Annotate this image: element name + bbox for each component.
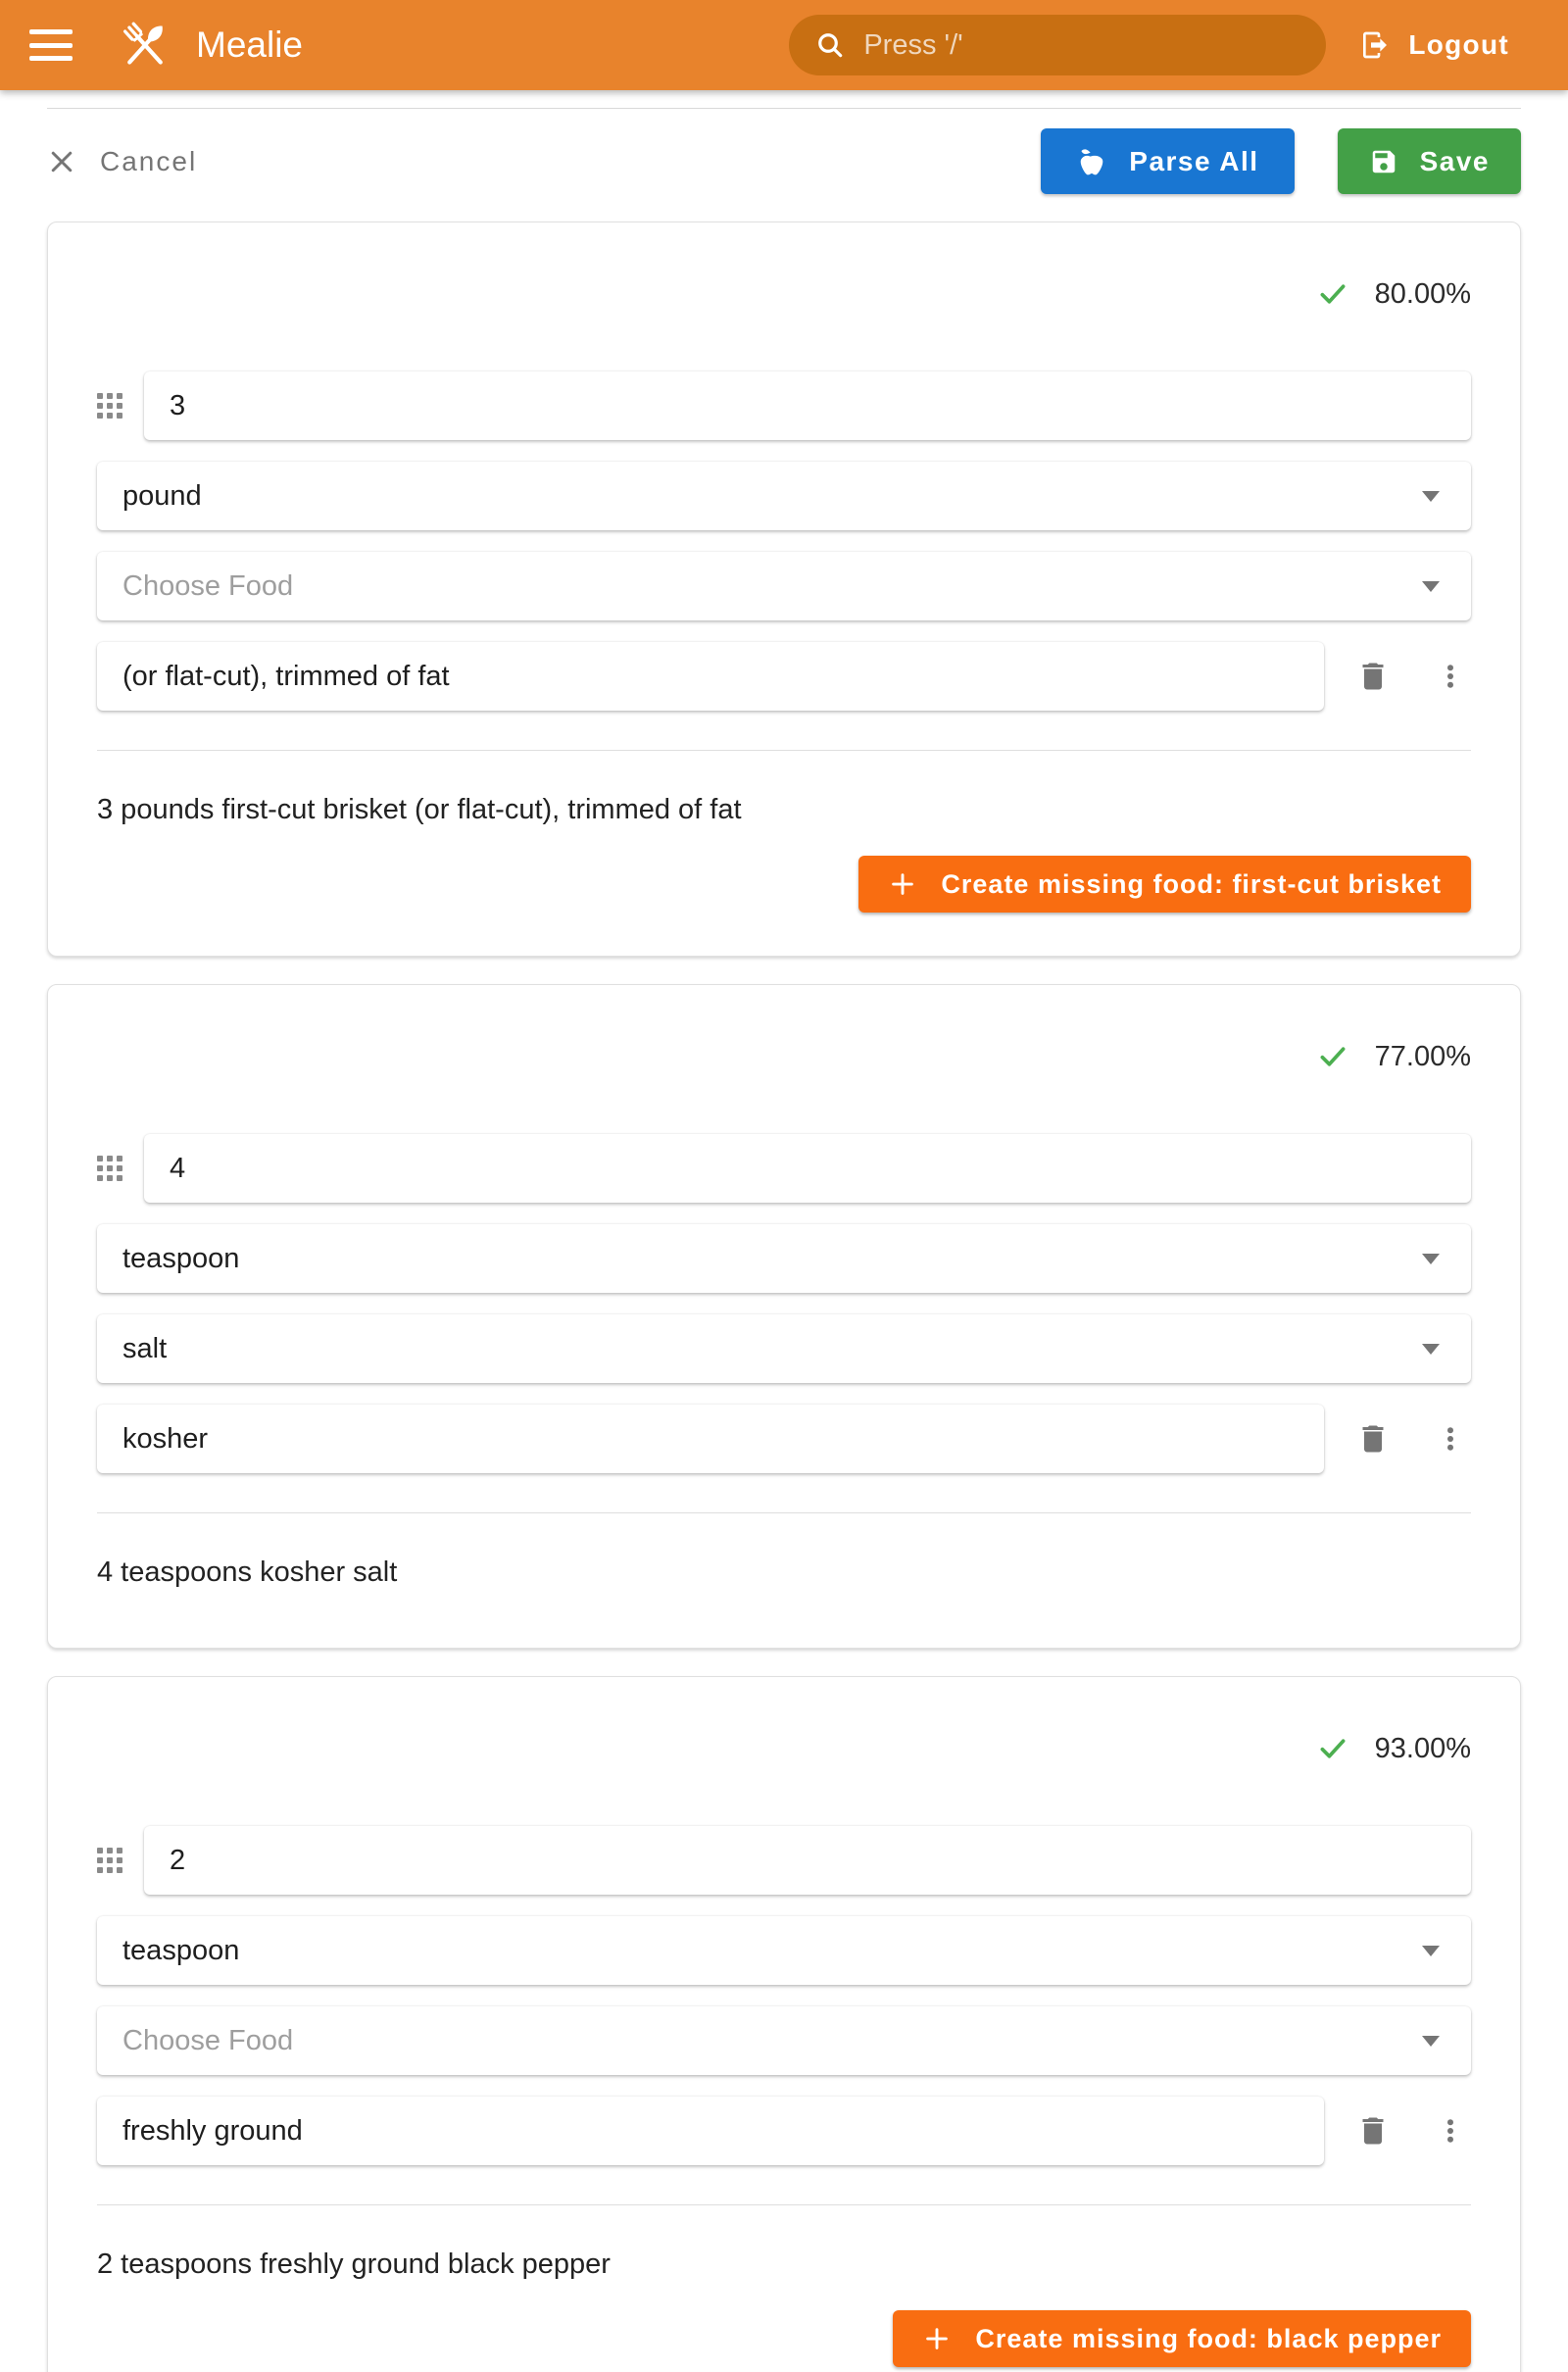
ingredient-list — [0, 222, 1568, 2372]
confidence-value: 80.00% — [1374, 277, 1471, 310]
dots-vertical-icon — [1436, 660, 1465, 693]
note-field[interactable] — [97, 642, 1324, 711]
note-field[interactable] — [97, 1405, 1324, 1473]
note-field[interactable] — [97, 2097, 1324, 2165]
create-missing-food-label: Create missing food: black pepper — [975, 2323, 1442, 2353]
save-icon — [1369, 147, 1398, 176]
food-placeholder: Choose Food — [122, 2024, 294, 2056]
apple-icon — [1076, 146, 1107, 177]
chevron-down-icon — [1422, 581, 1440, 592]
parse-all-button[interactable] — [1041, 128, 1294, 194]
note-input[interactable] — [122, 661, 1298, 693]
trash-icon — [1355, 2113, 1391, 2149]
close-icon — [47, 147, 76, 176]
amount-field[interactable] — [144, 1134, 1471, 1203]
parsed-ingredient-text: 3 pounds first-cut brisket (or flat-cut), trimmed of fat — [97, 794, 742, 825]
search-icon — [814, 29, 846, 61]
card-divider — [97, 1512, 1471, 1513]
unit-value: pound — [122, 479, 202, 512]
search-bar[interactable] — [789, 15, 1326, 75]
menu-icon[interactable] — [29, 29, 73, 61]
ingredient-card — [47, 1676, 1521, 2372]
food-select[interactable] — [97, 552, 1471, 620]
trash-icon — [1355, 659, 1391, 694]
chevron-down-icon — [1422, 491, 1440, 502]
unit-value: teaspoon — [122, 1934, 240, 1966]
unit-select[interactable] — [97, 1916, 1471, 1985]
confidence-value: 93.00% — [1374, 1732, 1471, 1764]
amount-field[interactable] — [144, 1826, 1471, 1895]
delete-button[interactable] — [1355, 2113, 1391, 2149]
unit-select[interactable] — [97, 462, 1471, 530]
header-divider — [47, 108, 1521, 109]
check-icon — [1316, 277, 1349, 311]
unit-value: teaspoon — [122, 1242, 240, 1274]
search-input[interactable] — [863, 29, 1300, 62]
delete-button[interactable] — [1355, 1421, 1391, 1457]
confidence-row — [97, 277, 1471, 311]
note-input[interactable] — [122, 2115, 1298, 2148]
plus-icon — [888, 869, 917, 899]
editor-toolbar — [0, 128, 1568, 194]
amount-input[interactable] — [170, 390, 1446, 422]
more-options-button[interactable] — [1436, 1422, 1465, 1456]
card-divider — [97, 750, 1471, 751]
unit-select[interactable] — [97, 1224, 1471, 1293]
confidence-row — [97, 1732, 1471, 1765]
parsed-ingredient-text: 4 teaspoons kosher salt — [97, 1557, 398, 1588]
confidence-row — [97, 1040, 1471, 1073]
food-placeholder: Choose Food — [122, 569, 294, 602]
app-bar — [0, 0, 1568, 90]
create-missing-food-label: Create missing food: first-cut brisket — [941, 868, 1442, 899]
save-button[interactable] — [1338, 128, 1521, 194]
save-label: Save — [1419, 145, 1490, 176]
card-divider — [97, 2204, 1471, 2205]
amount-field[interactable] — [144, 371, 1471, 440]
food-select[interactable] — [97, 1314, 1471, 1383]
chevron-down-icon — [1422, 1946, 1440, 1956]
food-value: salt — [122, 1332, 168, 1364]
chevron-down-icon — [1422, 2036, 1440, 2047]
mealie-logo-icon — [118, 18, 172, 73]
logout-label: Logout — [1408, 29, 1509, 60]
confidence-value: 77.00% — [1374, 1040, 1471, 1072]
ingredient-card — [47, 984, 1521, 1649]
drag-handle[interactable] — [97, 1156, 122, 1181]
chevron-down-icon — [1422, 1344, 1440, 1355]
parsed-ingredient-text: 2 teaspoons freshly ground black pepper — [97, 2248, 611, 2280]
dots-vertical-icon — [1436, 1422, 1465, 1456]
trash-icon — [1355, 1421, 1391, 1457]
plus-icon — [922, 2324, 952, 2353]
cancel-label: Cancel — [100, 145, 198, 176]
app-title: Mealie — [196, 25, 303, 65]
amount-input[interactable] — [170, 1845, 1446, 1877]
logout-button[interactable] — [1359, 29, 1509, 61]
drag-handle[interactable] — [97, 393, 122, 419]
chevron-down-icon — [1422, 1254, 1440, 1264]
food-select[interactable] — [97, 2006, 1471, 2075]
amount-input[interactable] — [170, 1153, 1446, 1185]
create-missing-food-button[interactable] — [858, 856, 1471, 913]
delete-button[interactable] — [1355, 659, 1391, 694]
ingredient-card — [47, 222, 1521, 957]
more-options-button[interactable] — [1436, 2114, 1465, 2148]
dots-vertical-icon — [1436, 2114, 1465, 2148]
note-input[interactable] — [122, 1423, 1298, 1456]
create-missing-food-button[interactable] — [893, 2310, 1471, 2367]
logout-icon — [1359, 29, 1391, 61]
check-icon — [1316, 1040, 1349, 1073]
cancel-button[interactable] — [47, 146, 197, 177]
parse-all-label: Parse All — [1129, 145, 1259, 176]
drag-handle[interactable] — [97, 1848, 122, 1873]
check-icon — [1316, 1732, 1349, 1765]
more-options-button[interactable] — [1436, 660, 1465, 693]
